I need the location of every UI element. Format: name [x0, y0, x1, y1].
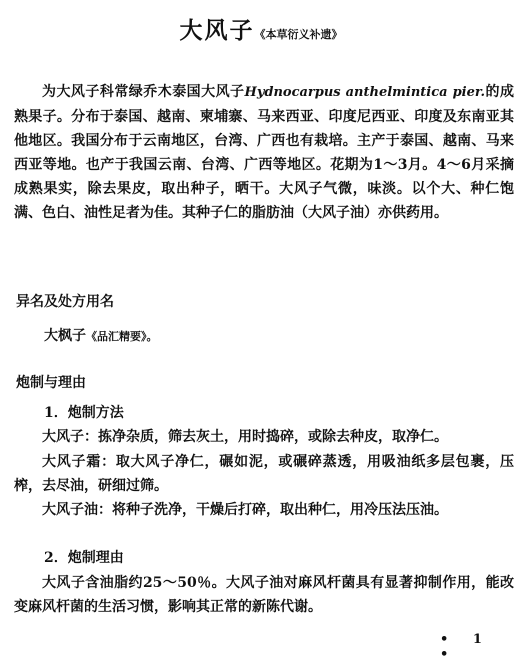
- entry-title-main: 大风子: [179, 17, 255, 44]
- intro-paragraph: [14, 80, 514, 225]
- aliases-heading: 异名及处方用名: [16, 294, 114, 310]
- method-crude: 大风子：拣净杂质，筛去灰土，用时捣碎，或除去种皮，取净仁。: [42, 429, 448, 445]
- method-frost: 大风子霜：取大风子净仁，碾如泥，或碾碎蒸透，用吸油纸多层包裹，压榨，去尽油，研细过筛。: [14, 454, 514, 494]
- page-number: • 1 •: [440, 632, 492, 662]
- methods-heading: 1．炮制方法: [44, 405, 124, 421]
- reason-paragraph: 大风子含油脂约25～50％。大风子油对麻风杆菌具有显著抑制作用，能改变麻风杆菌的生活习惯，影响其正常的新陈代谢。: [14, 575, 514, 615]
- entry-title: [0, 12, 522, 45]
- reasons-heading: 2．炮制理由: [44, 550, 124, 566]
- alias-source: 《品汇精要》。: [86, 330, 158, 343]
- method-oil: 大风子油：将种子洗净，干燥后打碎，取出种仁，用冷压法压油。: [42, 502, 448, 518]
- entry-title-source: 《本草衍义补遗》: [254, 28, 343, 41]
- intro-text-post: 的成熟果子。分布于泰国、越南、柬埔寨、马来西亚、印度尼西亚、印度及东南亚其他地区。我国分布于云南地区，台湾、广西也有栽培。主产于泰国、越南、马来西亚等地。也产于我国云南、台湾、广西等地区。花期为1～3月。4～6月采摘成熟果实，除去果皮，取出种子，晒干。大风子气微，味淡。以个大、种仁饱满、色白、油性足者为佳。其种子仁的脂肪油（大风子油）亦供药用。: [14, 84, 514, 221]
- processing-heading: 炮制与理由: [16, 375, 86, 391]
- intro-text-pre: 为大风子科常绿乔木泰国大风子: [42, 84, 245, 100]
- latin-name: Hydnocarpus anthelmintica pier.: [244, 85, 486, 100]
- aliases-line: [44, 324, 504, 349]
- alias-name: 大枫子: [44, 328, 86, 344]
